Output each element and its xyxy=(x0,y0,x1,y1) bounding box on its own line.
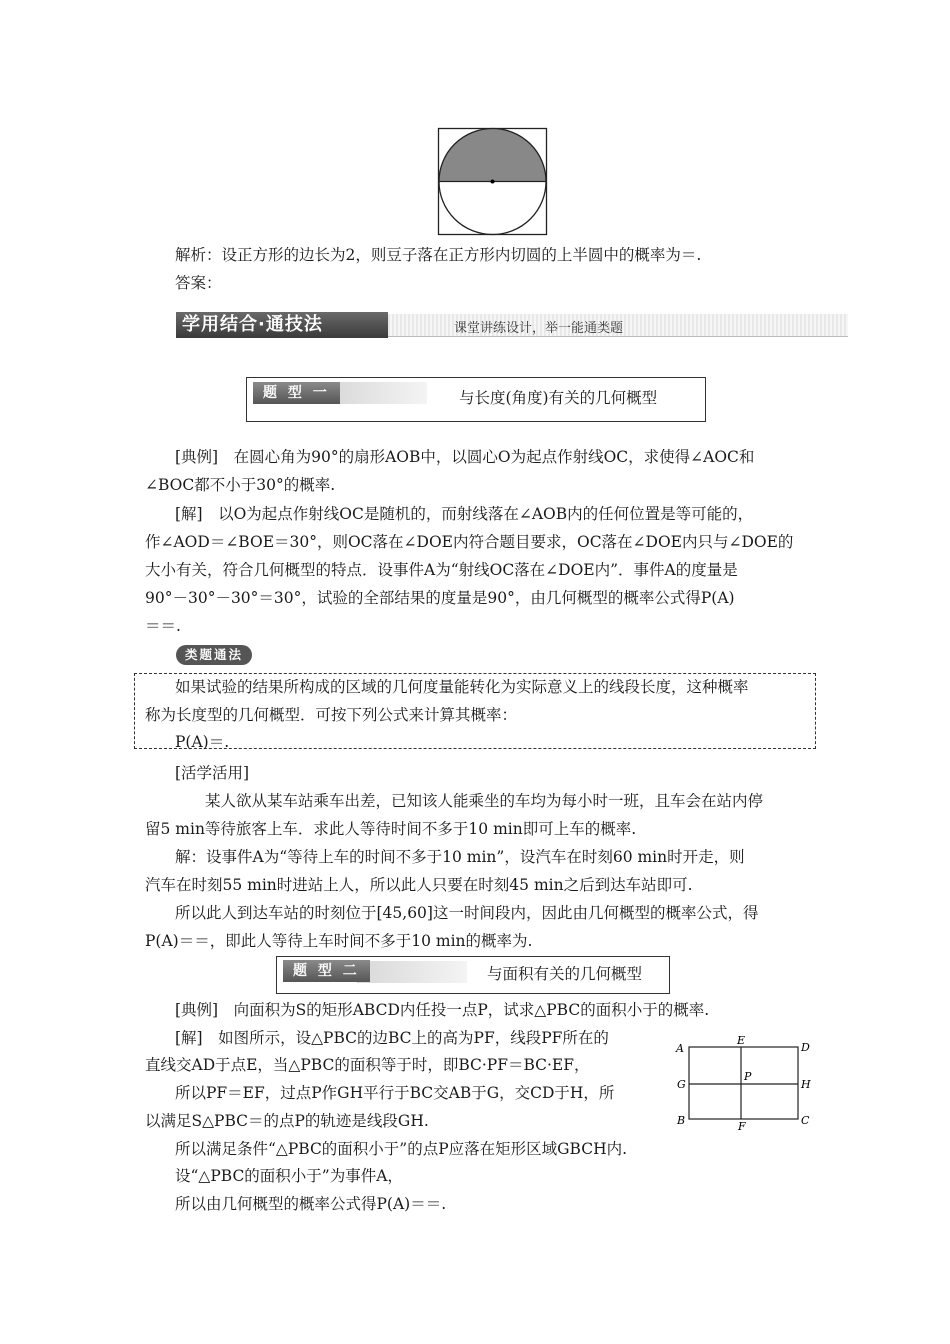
label-g: G xyxy=(677,1078,686,1091)
example1-question-line2: ∠BOC都不小于30°的概率. xyxy=(145,476,336,494)
example1-solution-line2: 作∠AOD＝∠BOE＝30°，则OC落在∠DOE内符合题目要求，OC落在∠DOE内只与∠DOE的 xyxy=(145,533,794,551)
example2-question: [典例] 向面积为S的矩形ABCD内任投一点P，试求△PBC的面积小于的概率. xyxy=(175,1001,710,1019)
example2-solution-line4: 以满足S△PBC＝的点P的轨迹是线段GH. xyxy=(145,1112,429,1130)
tag-shade xyxy=(327,382,427,404)
practice-problem-line1: 某人欲从某车站乘车出差，已知该人能乘坐的车均为每小时一班，且车会在站内停 xyxy=(205,792,764,810)
method-line1: 如果试验的结果所构成的区域的几何度量能转化为实际意义上的线段长度，这种概率 xyxy=(175,678,749,696)
label-d: D xyxy=(801,1041,810,1054)
practice-answer-line3: 所以此人到达车站的时刻位于[45,60]这一时间段内，因此由几何概型的概率公式，得 xyxy=(175,904,759,922)
practice-answer-line1: 解：设事件A为“等待上车的时间不多于10 min”，设汽车在时刻60 min时开走，则 xyxy=(175,848,745,866)
method-line2: 称为长度型的几何概型．可按下列公式来计算其概率： xyxy=(145,706,518,724)
label-f: F xyxy=(738,1120,746,1131)
example2-solution-line5: 所以满足条件“△PBC的面积小于”的点P应落在矩形区域GBCH内. xyxy=(175,1140,628,1158)
type-one-tag: 题 型 一 xyxy=(253,382,340,404)
label-b: B xyxy=(677,1114,686,1127)
label-h: H xyxy=(801,1078,811,1091)
label-e: E xyxy=(737,1035,746,1047)
rectangle-abcd-figure xyxy=(672,1035,818,1131)
tag-shade xyxy=(357,961,467,983)
example1-question-line1: [典例] 在圆心角为90°的扇形AOB中，以圆心O为起点作射线OC，求使得∠AOC和 xyxy=(175,448,755,466)
type-two-box xyxy=(276,956,670,994)
banner-title: 学用结合·通技法 xyxy=(176,312,388,338)
example1-solution-line4: 90°－30°－30°＝30°，试验的全部结果的度量是90°，由几何概型的概率公式得P(A) xyxy=(145,589,735,607)
practice-problem-line2: 留5 min等待旅客上车．求此人等待时间不多于10 min即可上车的概率. xyxy=(145,820,637,838)
practice-heading: [活学活用] xyxy=(175,764,250,782)
type-one-title: 与长度(角度)有关的几何概型 xyxy=(459,389,658,407)
example2-solution-line3: 所以PF＝EF，过点P作GH平行于BC交AB于G，交CD于H，所 xyxy=(175,1084,615,1102)
analysis-text: 解析：设正方形的边长为2，则豆子落在正方形内切圆的上半圆中的概率为＝. xyxy=(175,246,702,264)
practice-answer-line2: 汽车在时刻55 min时进站上人，所以此人只要在时刻45 min之后到达车站即可. xyxy=(145,876,693,894)
example1-solution-line5: ＝＝. xyxy=(145,617,181,635)
method-formula: P(A)＝. xyxy=(175,733,230,751)
example2-solution-line7: 所以由几何概型的概率公式得P(A)＝＝. xyxy=(175,1195,447,1213)
answer-label: 答案： xyxy=(175,274,222,292)
example1-solution-line1: [解] 以O为起点作射线OC是随机的，而射线落在∠AOB内的任何位置是等可能的， xyxy=(175,505,754,523)
type-one-box xyxy=(246,377,706,422)
method-badge: 类题通法 xyxy=(176,645,252,665)
example2-solution-line2: 直线交AD于点E，当△PBC的面积等于时，即BC·PF＝BC·EF， xyxy=(145,1056,590,1074)
practice-answer-line4: P(A)＝＝，即此人等待上车时间不多于10 min的概率为. xyxy=(145,932,533,950)
section-banner xyxy=(176,312,848,338)
inscribed-circle-figure xyxy=(437,127,549,237)
example2-solution-line6: 设“△PBC的面积小于”为事件A， xyxy=(175,1167,403,1185)
shaded-upper-half-circle xyxy=(439,129,546,182)
rectangle-outline xyxy=(689,1047,798,1119)
center-dot xyxy=(491,180,495,184)
label-a: A xyxy=(676,1042,684,1055)
example2-solution-line1: [解] 如图所示，设△PBC的边BC上的高为PF，线段PF所在的 xyxy=(175,1029,609,1047)
banner-subtitle: 课堂讲练设计，举一能通类题 xyxy=(454,321,624,336)
type-two-tag: 题 型 二 xyxy=(283,960,370,982)
example1-solution-line3: 大小有关，符合几何概型的特点．设事件A为“射线OC落在∠DOE内”．事件A的度量是 xyxy=(145,561,738,579)
label-c: C xyxy=(801,1114,810,1127)
type-two-title: 与面积有关的几何概型 xyxy=(487,965,643,983)
label-p: P xyxy=(744,1070,752,1083)
